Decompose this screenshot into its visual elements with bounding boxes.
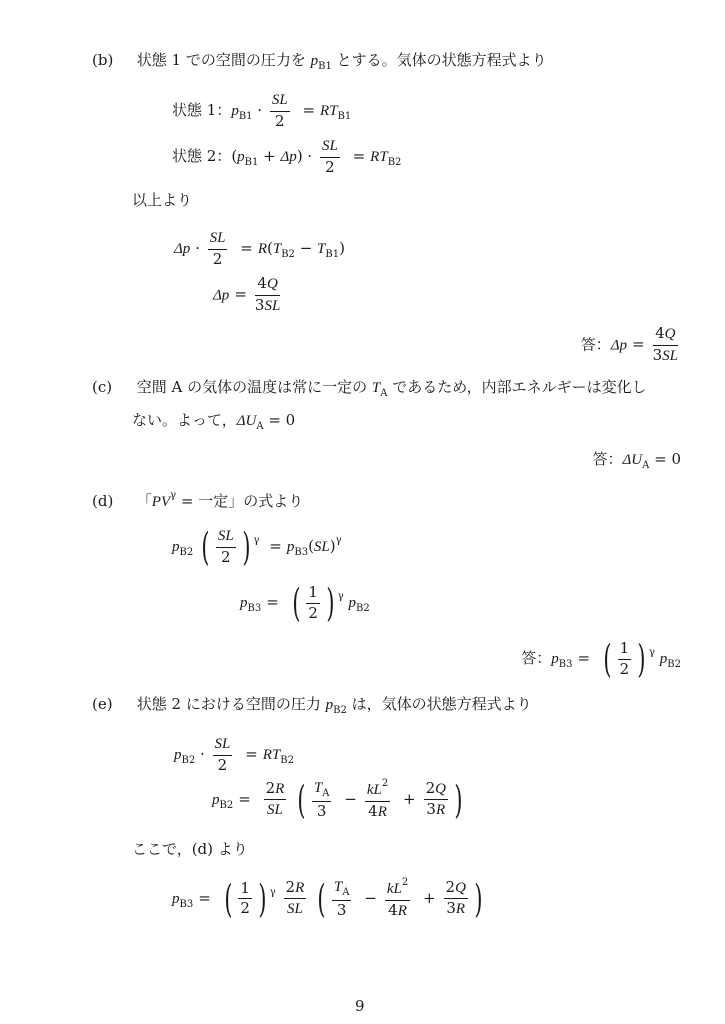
page-number: 9 [355,997,365,1015]
section-e-text: 状態 2 における空間の圧力 $p_{B2}$ は，気体の状態方程式より [136,695,532,716]
here-text: ここで，(d) より [132,840,248,858]
equation-label: 状態 2： [172,146,232,165]
section-d-label: (d) [92,492,114,510]
equation-delta-p-2: Δp = $\frac{4Q}{3SL}$ [213,274,281,314]
thus-text: 以上より [132,191,193,209]
equation-e3: $p_{B3}$ = ( $\frac{1}{2}$ ) $^\gamma$ $\frac{2R}{SL}$ ( $\frac{T_A}{3}$ − $\frac{kL^2}{4R}$ + $\frac{2Q}{3R}$ ) [172,876,483,921]
section-c-line2: ない。よって，$\Delta U_A = 0$ [132,411,296,432]
answer-prefix: 答： [521,649,552,667]
section-b-label: (b) [92,51,114,69]
section-d-text: 「$PV^\gamma$ = 一定」の式より [136,490,304,510]
equation-state2: 状態 2：$(p_{B1} + \Delta p)$ · $\frac{SL}{2}$ = $RT_{B2}$ [172,138,402,176]
section-c-label: (c) [92,378,113,396]
equation-e2: $p_{B2}$ = $\frac{2R}{SL}$ ( $\frac{T_A}{3}$ − $\frac{kL^2}{4R}$ + $\frac{2Q}{3R}$ ) [212,777,463,822]
answer-c: 答：$\Delta U_A = 0$ [592,450,681,471]
equation-d1: $p_{B2}$ ( $\frac{SL}{2}$ ) $^\gamma = p_{B3}(SL)^\gamma$ [172,525,342,569]
section-c-line1 [92,380,647,399]
section-c-text1: 空間 A の気体の温度は常に一定の $T_A$ であるため，内部エネルギーは変化し [136,378,647,399]
section-e-label: (e) [92,695,113,713]
equation-delta-p-1: Δp · $\frac{SL}{2}$ = $R(T_{B2} - T_{B1})$ [174,230,345,268]
answer-b: 答：Δp = $\frac{4Q}{3SL}$ [580,324,678,364]
section-d-intro [92,491,303,510]
equation-e1: $p_{B2}$ · $\frac{SL}{2}$ = $RT_{B2}$ [174,736,294,774]
equation-label: 状態 1： [172,100,232,119]
answer-d: 答：$p_{B3}$ = ( $\frac{1}{2}$ ) $^\gamma$ $p_{B2}$ [521,637,681,681]
answer-prefix: 答： [580,335,611,354]
section-b-text: 状態 1 での空間の圧力を $p_{B1}$ とする。気体の状態方程式より [136,51,547,72]
equation-state1: 状態 1：$p_{B1}$ · $\frac{SL}{2}$ = $RT_{B1}$ [172,92,352,130]
equation-d2: $p_{B3}$ = ( $\frac{1}{2}$ ) $^\gamma$ $p_{B2}$ [240,581,370,625]
section-b-intro [92,53,547,72]
section-e-intro [92,697,532,716]
